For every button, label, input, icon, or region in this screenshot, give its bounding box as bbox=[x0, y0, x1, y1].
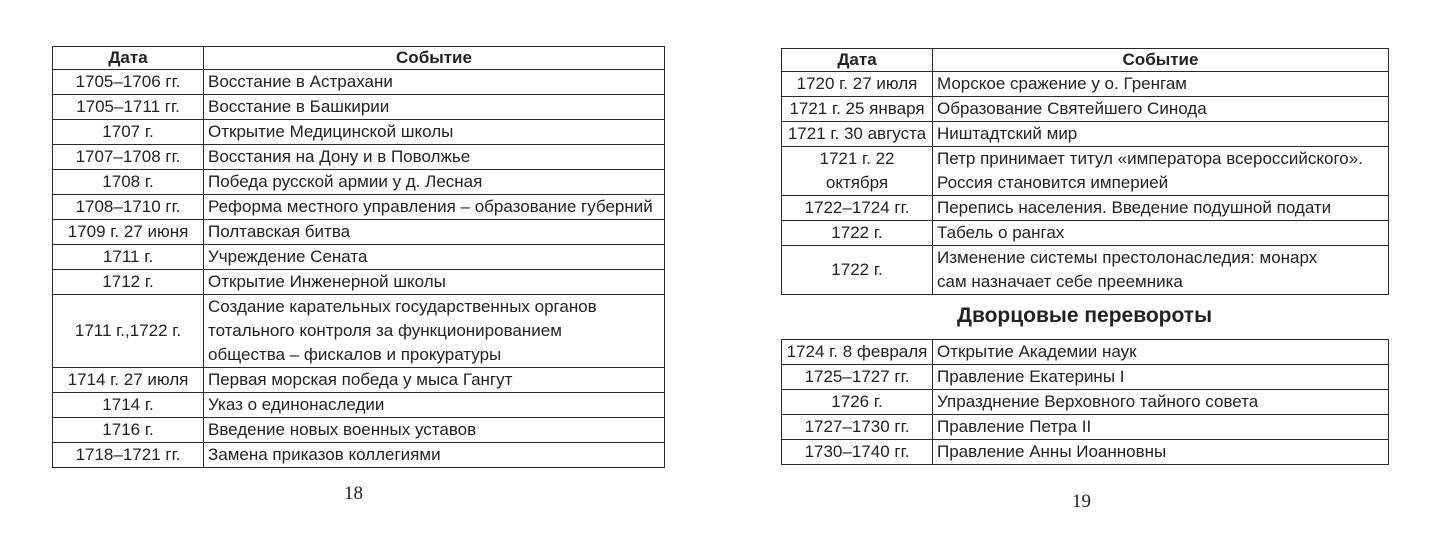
event-cell: Указ о единонаследии bbox=[204, 393, 665, 418]
date-cell: 1725–1727 гг. bbox=[782, 365, 933, 390]
table-row bbox=[53, 220, 665, 245]
table-row bbox=[53, 70, 665, 95]
date-cell: 1714 г. 27 июля bbox=[53, 368, 204, 393]
date-cell: 1721 г. 25 января bbox=[782, 97, 933, 122]
page-number: 18 bbox=[344, 483, 363, 504]
date-cell: 1711 г. bbox=[53, 245, 204, 270]
table-row bbox=[53, 393, 665, 418]
date-cell: 1722 г. bbox=[782, 221, 933, 246]
table-row bbox=[53, 95, 665, 120]
event-cell: Образование Святейшего Синода bbox=[933, 97, 1389, 122]
table-header-row bbox=[53, 47, 665, 70]
event-cell: Открытие Академии наук bbox=[933, 340, 1389, 365]
event-cell: Упразднение Верховного тайного совета bbox=[933, 390, 1389, 415]
event-cell: Открытие Медицинской школы bbox=[204, 120, 665, 145]
event-cell: Петр принимает титул «императора всероссийского». Россия становится империей bbox=[933, 147, 1389, 196]
table-row bbox=[53, 270, 665, 295]
event-cell: Изменение системы престолонаследия: монарх сам назначает себе преемника bbox=[933, 246, 1389, 295]
date-cell: 1724 г. 8 февраля bbox=[782, 340, 933, 365]
date-column-header: Дата bbox=[53, 47, 204, 70]
table-row bbox=[782, 196, 1389, 221]
date-cell: 1707–1708 гг. bbox=[53, 145, 204, 170]
date-cell: 1705–1706 гг. bbox=[53, 70, 204, 95]
palace-coups-table bbox=[781, 339, 1389, 465]
table-row bbox=[53, 245, 665, 270]
event-cell: Создание карательных государственных органов тотального контроля за функционированием общества – фискалов и прокуратуры bbox=[204, 295, 665, 368]
event-cell: Правление Петра II bbox=[933, 415, 1389, 440]
event-cell: Открытие Инженерной школы bbox=[204, 270, 665, 295]
date-cell: 1722 г. bbox=[782, 246, 933, 295]
table-row bbox=[53, 195, 665, 220]
table-header-row bbox=[782, 49, 1389, 72]
left-page bbox=[0, 0, 722, 547]
table-row bbox=[782, 390, 1389, 415]
event-column-header: Событие bbox=[204, 47, 665, 70]
table-row bbox=[53, 170, 665, 195]
event-cell: Восстания на Дону и в Поволжье bbox=[204, 145, 665, 170]
event-cell: Морское сражение у о. Гренгам bbox=[933, 72, 1389, 97]
table-row bbox=[53, 368, 665, 393]
chronology-table-left bbox=[52, 46, 665, 468]
table-row bbox=[782, 415, 1389, 440]
date-cell: 1709 г. 27 июня bbox=[53, 220, 204, 245]
event-cell: Перепись населения. Введение подушной подати bbox=[933, 196, 1389, 221]
table-row bbox=[782, 440, 1389, 465]
event-cell: Полтавская битва bbox=[204, 220, 665, 245]
event-cell: Победа русской армии у д. Лесная bbox=[204, 170, 665, 195]
event-cell: Правление Екатерины I bbox=[933, 365, 1389, 390]
right-page bbox=[722, 0, 1445, 547]
table-row bbox=[782, 72, 1389, 97]
event-cell: Ништадтский мир bbox=[933, 122, 1389, 147]
table-row bbox=[782, 221, 1389, 246]
event-cell: Первая морская победа у мыса Гангут bbox=[204, 368, 665, 393]
date-cell: 1708–1710 гг. bbox=[53, 195, 204, 220]
page-number: 19 bbox=[1072, 491, 1091, 512]
date-cell: 1716 г. bbox=[53, 418, 204, 443]
table-row bbox=[53, 295, 665, 368]
event-column-header: Событие bbox=[933, 49, 1389, 72]
date-cell: 1718–1721 гг. bbox=[53, 443, 204, 468]
date-cell: 1708 г. bbox=[53, 170, 204, 195]
event-cell: Табель о рангах bbox=[933, 221, 1389, 246]
table-row bbox=[53, 120, 665, 145]
date-cell: 1714 г. bbox=[53, 393, 204, 418]
table-row bbox=[782, 365, 1389, 390]
date-cell: 1707 г. bbox=[53, 120, 204, 145]
event-cell: Восстание в Астрахани bbox=[204, 70, 665, 95]
date-cell: 1727–1730 гг. bbox=[782, 415, 933, 440]
table-row bbox=[53, 145, 665, 170]
event-cell: Введение новых военных уставов bbox=[204, 418, 665, 443]
event-cell: Восстание в Башкирии bbox=[204, 95, 665, 120]
date-cell: 1730–1740 гг. bbox=[782, 440, 933, 465]
date-cell: 1721 г. 22 октября bbox=[782, 147, 933, 196]
date-cell: 1721 г. 30 августа bbox=[782, 122, 933, 147]
table-row bbox=[53, 418, 665, 443]
section-title: Дворцовые перевороты bbox=[956, 304, 1213, 327]
date-cell: 1711 г.,1722 г. bbox=[53, 295, 204, 368]
table-row bbox=[782, 246, 1389, 295]
table-row bbox=[782, 97, 1389, 122]
table-row bbox=[782, 147, 1389, 196]
date-cell: 1720 г. 27 июля bbox=[782, 72, 933, 97]
date-cell: 1712 г. bbox=[53, 270, 204, 295]
event-cell: Реформа местного управления – образование губерний bbox=[204, 195, 665, 220]
event-cell: Замена приказов коллегиями bbox=[204, 443, 665, 468]
chronology-table-right bbox=[781, 48, 1389, 295]
table-row bbox=[53, 443, 665, 468]
table-row bbox=[782, 122, 1389, 147]
date-cell: 1722–1724 гг. bbox=[782, 196, 933, 221]
table-row bbox=[782, 340, 1389, 365]
event-cell: Учреждение Сената bbox=[204, 245, 665, 270]
event-cell: Правление Анны Иоанновны bbox=[933, 440, 1389, 465]
date-column-header: Дата bbox=[782, 49, 933, 72]
date-cell: 1705–1711 гг. bbox=[53, 95, 204, 120]
date-cell: 1726 г. bbox=[782, 390, 933, 415]
